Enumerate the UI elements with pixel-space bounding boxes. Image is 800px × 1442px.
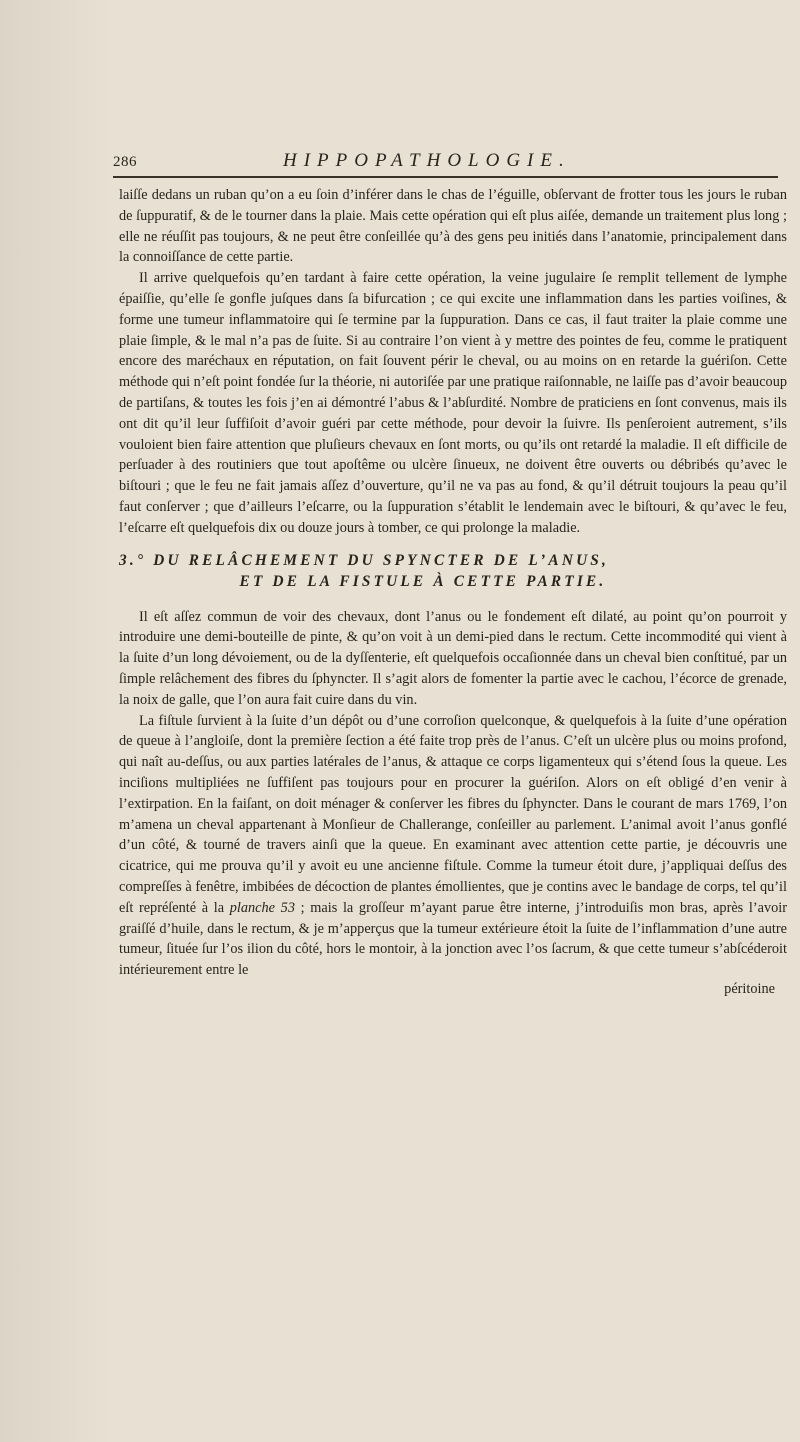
header-rule <box>113 176 778 178</box>
page-number: 286 <box>113 154 137 170</box>
section-heading <box>119 550 787 592</box>
section-heading-line: 3.° DU RELÂCHEMENT DU SPYNCTER DE L’ANUS, <box>119 551 610 569</box>
page-header <box>113 150 763 176</box>
paragraph <box>119 711 787 981</box>
paragraph: laiſſe dedans un ruban qu’on a eu ſoin d’inférer dans le chas de l’éguille, obſervant de frotter tous les jours le ruban de ſuppuratif, & de le tourner dans la plaie. Mais cette opération qui eſt plus aiſée, demande un traitement plus long ; elle ne réuſſit pas toujours, & ne peut être conſeillée qu’à des gens peu initiés dans l’anatomie, principalement dans la connoiſſance de cette partie. <box>119 187 787 266</box>
paragraph-text: La fiſtule ſurvient à la ſuite d’un dépôt ou d’une corroſion quelconque, & quelquefois à la ſuite d’une opération de queue à l’angloiſe, dont la première ſection a été faite trop près de l’anus. C’eſt un ulcère plus ou moins profond, qui naît au-deſſus, ou aux parties latérales de l’anus, & attaque ce corps ligamenteux qui s’étend ſous la queue. Les inciſions multipliées ne ſuffiſent pas toujours pour en procurer la guériſon. Alors on eſt obligé d’en venir à l’extirpation. En la faiſant, on doit ménager & conſerver les fibres du ſphyncter. Dans le courant de mars 1769, l’on m’amena un cheval appartenant à Monſieur de Challerange, conſeiller au parlement. L’animal avoit l’anus gonflé d’un côté, & tourné de travers ainſi que la queue. En examinant avec attention cette partie, je découvris une cicatrice, qui me prouva qu’il y avoit eu une ancienne fiſtule. Comme la tumeur étoit dure, j’appliquai deſſus des compreſſes à fenêtre, imbibées de décoction de plantes émollientes, que je contins avec le bandage de corps, tel qu’il eſt repréſenté à la <box>119 712 787 916</box>
gutter-shadow <box>0 0 110 1442</box>
paragraph: Il eſt aſſez commun de voir des chevaux, dont l’anus ou le fondement eſt dilaté, au point qu’on pourroit y introduire une demi-bouteille de pinte, & qu’on voit à un demi-pied dans le rectum. Cette incommodité qui vient à la ſuite d’un long dévoiement, ou de la dyſſenterie, eſt quelquefois occaſionnée dans un cheval bien conſtitué, par un ſimple relâchement des fibres du ſphyncter. Il s’agit alors de fomenter la partie avec le cachou, l’écorce de grenade, la noix de galle, que l’on aura fait cuire dans du vin. <box>119 608 787 708</box>
paragraph-text: ; mais la groſſeur m’ayant parue être interne, j’introduiſis mon bras, après l’avoir graiſſé d’huile, dans le rectum, & je m’apperçus que la tumeur extérieure étoit la ſuite de l’inflammation d’une autre tumeur, ſituée ſur l’os ilion du côté, hors le montoir, à la jonction avec l’os ſacrum, & que cette tumeur s’abſcéderoit intérieurement entre le <box>119 899 788 979</box>
plate-reference: planche 53 <box>229 899 295 916</box>
paragraph: Il arrive quelquefois qu’en tardant à faire cette opération, la veine jugulaire ſe remplit tellement de lymphe épaiſſie, qu’elle ſe gonfle juſques dans ſa bifurcation ; ce qui excite une inflammation dans les parties voiſines, & forme une tumeur inflammatoire qui ſe termine par la ſuppuration. Dans ce cas, il faut traiter la plaie comme une plaie ſimple, & le mal n’a pas de ſuite. Si au contraire l’on vient à y mettre des pointes de feu, comme le pratiquent encore des maréchaux en réputation, on fait ſouvent périr le cheval, ou au moins on en retarde la guériſon. Cette méthode qui n’eſt point fondée ſur la théorie, ni autoriſée par une pratique raiſonnable, ne laiſſe pas d’avoir beaucoup de partiſans, & toutes les fois j’en ai démontré l’abus & l’abſurdité. Nombre de praticiens en ſont convenus, mais ils ont dit qu’il leur ſuffiſoit d’avoir guéri par cette méthode, pour devoir la ſuivre. Ils penſeroient autrement, s’ils vouloient bien faire attention que pluſieurs chevaux en ſont morts, ou qu’ils ont retardé la maladie. Il eſt difficile de perſuader à des routiniers que tout apoſtême ou ulcère ſinueux, ne doivent être ouverts ou débribés qu’avec le biſtouri ; que le feu ne fait jamais aſſez d’ouverture, qu’il ne va pas au fond, & qu’il détruit toujours la peau qu’il faut conſerver ; que d’ailleurs l’eſcarre, ou la ſuppuration s’établit le lendemain avec le biſtouri, & qu’avec le feu, l’eſcarre eſt quelquefois dix ou douze jours à tomber, ce qui prolonge la maladie. <box>119 270 787 536</box>
section-heading-line: ET DE LA FISTULE À CETTE PARTIE. <box>239 572 607 590</box>
running-title: HIPPOPATHOLOGIE. <box>283 150 571 171</box>
body-text <box>119 185 787 1000</box>
catchword: péritoine <box>724 980 775 997</box>
